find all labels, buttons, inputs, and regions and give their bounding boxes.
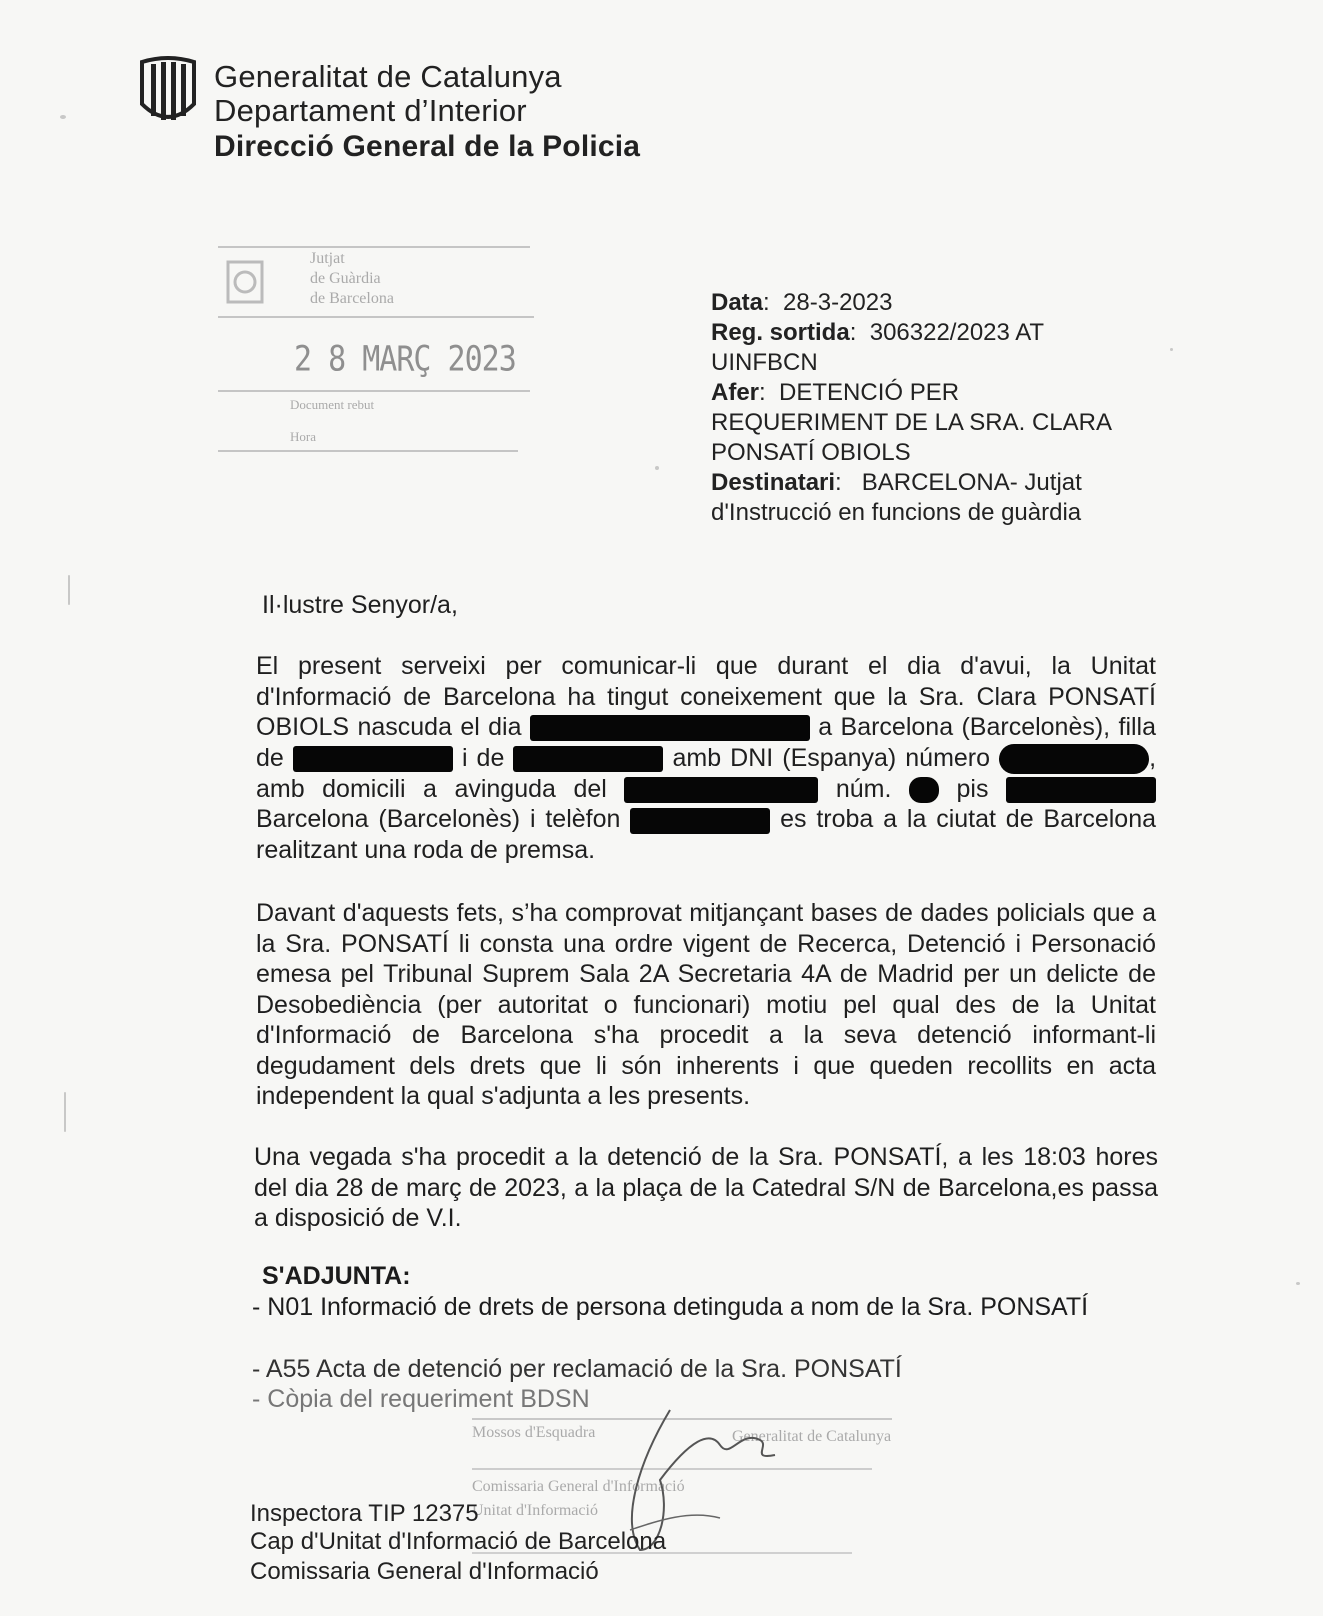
attachment-item: - Còpia del requeriment BDSN <box>252 1385 590 1413</box>
scan-mark <box>68 575 70 605</box>
meta-reg-label: Reg. sortida <box>711 319 850 346</box>
meta-dest-label: Destinatari <box>711 469 836 496</box>
meta-destinatari: Destinatari: BARCELONA- Jutjat d'Instrucció en funcions de guàrdia <box>711 469 1082 526</box>
stamp2-line2: Generalitat de Catalunya <box>732 1428 892 1445</box>
p1-text-g: pis <box>956 774 989 803</box>
header-department: Departament d’Interior <box>214 93 527 128</box>
stamp-court-line3: de Barcelona <box>310 290 394 307</box>
attachment-item: - N01 Informació de drets de persona detinguda a nom de la Sra. PONSATÍ <box>252 1293 1089 1321</box>
meta-reg: Reg. sortida: 306322/2023 AT UINFBCN <box>711 319 1044 376</box>
paragraph-3: Una vegada s'ha procedit a la detenció de la Sra. PONSATÍ, a les 18:03 hores del dia 28 de març de 2023, a la plaça de la Catedral S/N de Barcelona,es passa a disposició de V.I. <box>254 1143 1158 1232</box>
stamp-court-line1: Jutjat <box>310 250 345 267</box>
redaction-phone <box>630 808 770 834</box>
redaction-mother-name <box>513 746 663 772</box>
p1-text-h: Barcelona (Barcelonès) i telèfon <box>256 805 621 834</box>
p1-text-e: , amb domicili a avinguda del <box>256 743 1157 803</box>
meta-date-label: Data <box>711 289 764 316</box>
p1-text-c: i de <box>461 743 505 772</box>
redaction-dni <box>999 744 1149 774</box>
stamp2-line1: Mossos d'Esquadra <box>472 1424 596 1441</box>
redaction-birthdate <box>530 715 810 741</box>
scan-speck <box>60 115 66 119</box>
stamp-document-label: Document rebut <box>290 397 375 412</box>
redaction-number <box>909 777 939 803</box>
meta-date: Data: 28-3-2023 <box>711 289 893 316</box>
p1-text-d: amb DNI (Espanya) número <box>672 743 991 772</box>
p1-text-i: es troba a la ciutat de Barcelona realitzant una roda de premsa. <box>256 805 1157 864</box>
attachment-item: - A55 Acta de detenció per reclamació de la Sra. PONSATÍ <box>252 1355 902 1383</box>
p1-text-a: El present serveixi per comunicar-li que durant el dia d'avui, la Unitat d'Informació de Barcelona ha tingut coneixement que la Sra. Clara PONSATÍ OBIOLS nascuda el dia <box>256 652 1156 741</box>
generalitat-logo-icon <box>138 56 198 126</box>
header-direction: Direcció General de la Policia <box>214 130 641 163</box>
paragraph-2: Davant d'aquests fets, s’ha comprovat mitjançant bases de dades policials que a la Sra. PONSATÍ li consta una ordre vigent de Recerca, Detenció i Personació emesa pel Tribunal Suprem Sala 2A Secretaria 4A de Madrid per un delicte de Desobediència (per autoritat o funcionari) motiu pel qual des de la Unitat d'Informació de Barcelona s'ha procedit a la seva detenció informant-li degudament dels drets que li són inherents i que queden recollits en acta independent la qual s'adjunta a les presents. <box>256 899 1156 1110</box>
court-crest-icon <box>222 256 268 308</box>
signature-name: Inspectora TIP 12375 <box>250 1500 479 1527</box>
letter-meta <box>711 288 1131 528</box>
p1-text-b: a Barcelona (Barcelonès), filla de <box>256 713 1157 772</box>
meta-afer-label: Afer <box>711 379 760 406</box>
signature-department: Comissaria General d'Informació <box>250 1558 599 1585</box>
meta-dest-value: BARCELONA- Jutjat d'Instrucció en funcions de guàrdia <box>711 469 1082 526</box>
attachments-title: S'ADJUNTA: <box>262 1262 411 1290</box>
scan-speck <box>655 466 659 470</box>
p1-text-f: núm. <box>835 774 892 803</box>
stamp2-line4: Unitat d'Informació <box>472 1502 598 1519</box>
stamp-hour-label: Hora <box>290 429 316 444</box>
redaction-floor <box>1006 777 1156 803</box>
stamp-court-line2: de Guàrdia <box>310 270 381 287</box>
meta-date-value: 28-3-2023 <box>783 289 893 316</box>
redaction-address <box>624 777 818 803</box>
scan-speck <box>1296 1282 1300 1285</box>
redaction-father-name <box>293 746 453 772</box>
scan-speck <box>1170 348 1173 351</box>
scan-mark <box>64 1092 66 1132</box>
meta-reg-value: 306322/2023 AT UINFBCN <box>711 319 1044 376</box>
paragraph-1 <box>256 651 1156 865</box>
meta-afer-value: DETENCIÓ PER REQUERIMENT DE LA SRA. CLARA PONSATÍ OBIOLS <box>711 379 1111 466</box>
stamp-date: 2 8 MARÇ 2023 <box>294 339 516 380</box>
meta-afer: Afer: DETENCIÓ PER REQUERIMENT DE LA SRA. CLARA PONSATÍ OBIOLS <box>711 379 1111 466</box>
header-generalitat: Generalitat de Catalunya <box>214 59 562 94</box>
stamp2-line3: Comissaria General d'Informació <box>472 1478 685 1495</box>
signature-role: Cap d'Unitat d'Informació de Barcelona <box>250 1528 667 1555</box>
court-reception-stamp <box>218 246 534 456</box>
salutation: Il·lustre Senyor/a, <box>262 591 458 619</box>
